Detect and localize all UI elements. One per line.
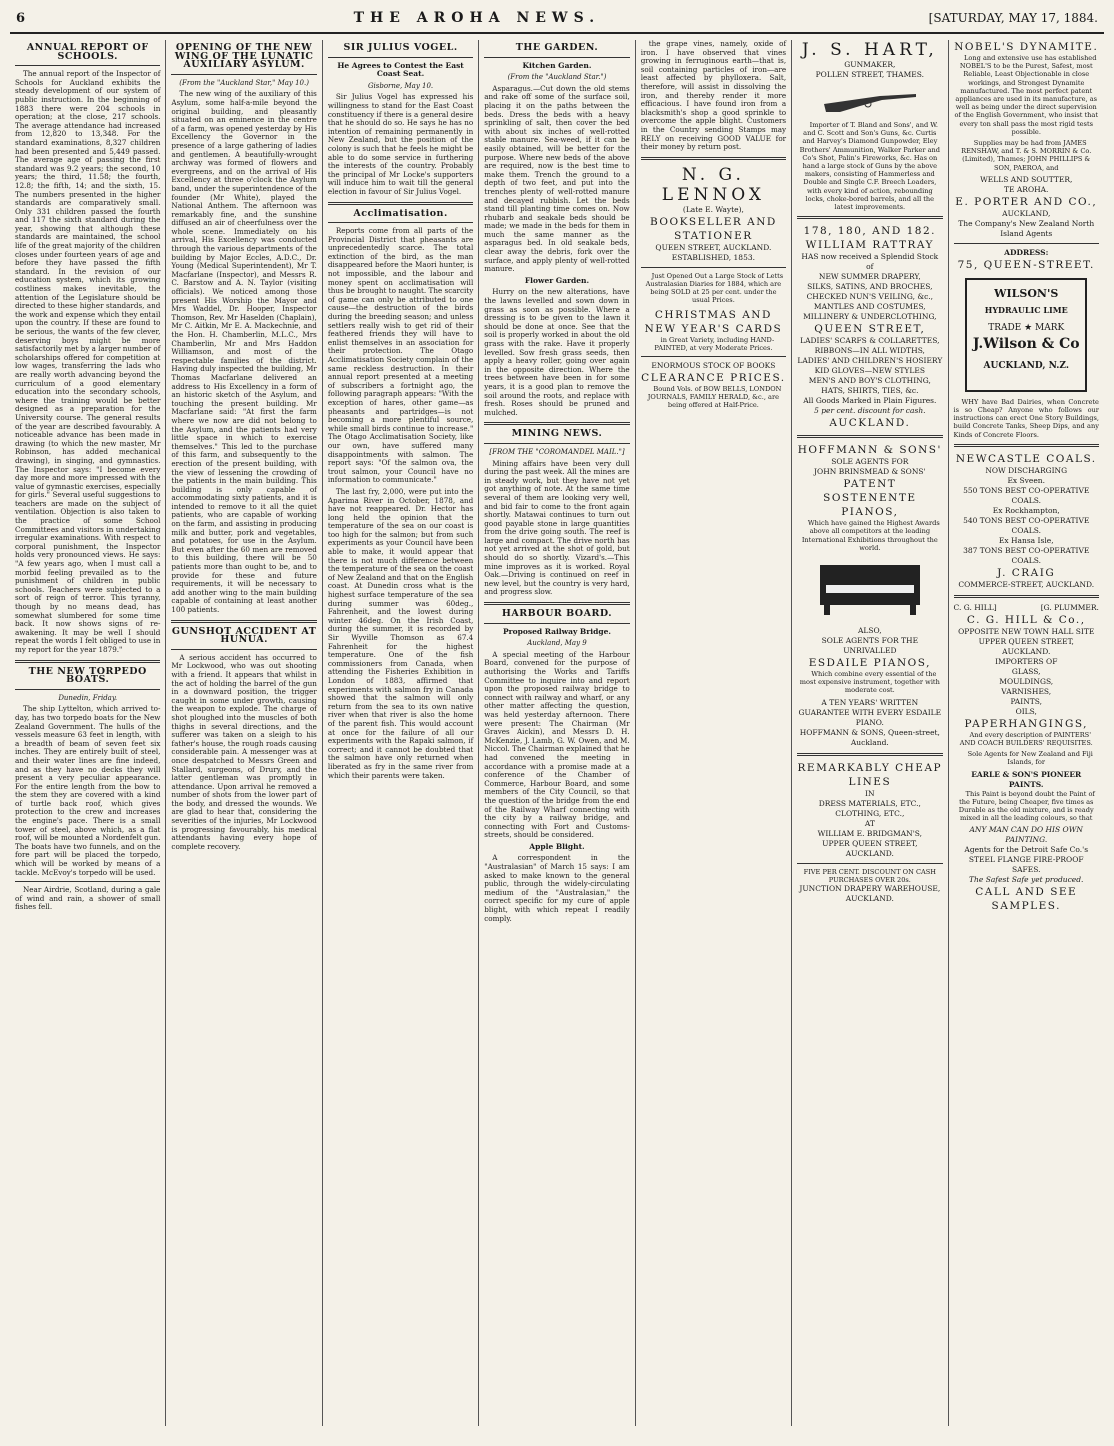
gun-illustration [820,82,920,116]
harbour-body: A special meeting of the Harbour Board, convened for the purpose of authorising the Works and Tariffs Committee to inquire into and report upon the proposed railway bridge to connect with railway and wharf, or any other matter affecting the question, was held yesterday afternoon. There were present: The Chairman (Mr Graves Aickin), and Messrs D. H. McKenzie, J. Lamb, G. W. Owen, and M. Niccol. The Chairman explained that he had convened the meeting in accordance with a promise made at a conference of the Chamber of Commerce, Harbour Board, and some members of the City Council, so that the question of the bridge from the end of the Railway Wharf connecting with the city by a railway bridge, and connecting with Fort and Customs-streets, should be considered. [484,649,630,840]
hill-partners [954,603,1099,613]
rattray-item: HATS, SHIRTS, TIES, &c. [821,386,919,396]
hoffmann-ad [797,443,942,747]
blight-title: Apple Blight. [529,841,585,851]
lennox-established: ESTABLISHED, 1853. [671,252,755,262]
flower-subtitle: Flower Garden. [524,275,590,285]
call: CALL AND SEE SAMPLES. [975,886,1078,913]
address: 75, QUEEN-STREET. [957,258,1095,271]
newcastle-title: NEWCASTLE COALS. [955,452,1097,465]
hart-trade: GUNMAKER, [844,60,896,69]
nobel-te-aroha: TE AROHA. [1004,184,1049,194]
hoffmann-agents: SOLE AGENTS FOR [831,457,909,467]
address-label: ADDRESS: [1004,247,1049,257]
divider [484,602,629,605]
hill-importers: IMPORTERS OF [995,656,1058,666]
lennox-late: (Late E. Wayte), [682,204,744,214]
mining-body: Mining affairs have been very dull during the past week. All the mines are in steady work, but they have not yet got anything of note. At the same time several of them are looking very well, and bid fair to come to the front again shortly. Matawai continues to turn out good payable stone in large quantities from the drive going south. The reef is large and compact. The drive north has not yet arrived at the shot of gold, but should do so shortly. Vizard's.—This mine improves as it is worked. Royal Oak.—Driving is continued on reef in new level, but the country is very hard, and progress slow. [484,458,630,597]
craig: J. CRAIG [997,566,1056,579]
wilson-trademark-logo [965,278,1087,392]
flower-body: Hurry on the new alterations, have the lawns levelled and sown down in grass as soon as possible. Where a dressing is to be given to the lawn it should be done at once. See that the soil is properly worked in about the old grass with the rake. Have it properly levelled. Sow fresh grass seeds, then apply a heavy roller, going over again in the opposite direction. Where the trees between have been in for some years, it is a good plan to remove the soil around the roots, and replace with fresh. Roses should be pruned and mulched. [484,287,630,417]
hill-agents: Sole Agents for New Zealand and Fiji Islands, for [967,750,1093,767]
schools-body: The annual report of the Inspector of Schools for Auckland exhibits the steady development of our system of public instruction. In the beginning of 1883 there were 204 schools in operation; at the close, 217 schools. The average attendance had increased from 12,820 to 13,348. For the standard examinations, 8,327 children had been presented and 5,449 passed. The average age of passing the first standard was 9.2 years; the second, 10 years; the third, 11.58; the fourth, 12.8; the fifth, 14; and the sixth, 15. The numbers presented in the higher standards are comparatively small. Only 331 children passed the fourth and 117 the sixth standard during the year, showing that although these standards are maintained, the school life of the great majority of the children closes under fourteen years of age and before they have passed the fifth standard. In the revision of our education system, which its growing costliness makes inevitable, the attention of the Legislature should be directed to these higher standards, and the work and expense which they entail upon the country. If these are found to be serious, the wants of the few clever, deserving boys might be more satisfactorily met by a larger number of scholarships offered for competition at low wages, transferring the lads who are really worth advancing beyond the curriculum of a good elementary education into the secondary schools, where the training would be better designed as a preparation for the University course. The general results of the year are described favourably. A noticeable advance has been made in drawing (to which the new master, Mr Robinson, has added mechanical drawing), in singing, and gymnastics. The Inspector says: "I become every day more and more impressed with the value of gymnastic exercises, especially for girls." Several useful suggestions to teachers are made on the subject of ventilation. Objection is also taken to the practice of some School Committees and visitors in undertaking irregular examinations. With respect to corporal punishment, the Inspector holds very pronounced views. He says: "A few years ago, when I must call a morbid feeling prevailed as to the punishment of children in public schools. Teachers were subjected to a sort of reign of terror. This tyranny, though by no means dead, has somewhat slumbered for some time back. It now shows signs of re-awakening. It may be well I should repeat the words I felt obliged to use in my report for the year 1879." [15,69,161,654]
divider [171,649,316,650]
divider [328,57,473,58]
logo-line-1: WILSON'S [994,286,1059,300]
columns [10,40,1104,1426]
rattray-item: MEN'S AND BOY'S CLOTHING, [808,376,931,386]
logo-line-4: J.Wilson & Co [972,335,1080,352]
issue-date: [SATURDAY, MAY 17, 1884. [928,11,1098,25]
lennox-xmas: CHRISTMAS AND NEW YEAR'S CARDS [644,308,783,335]
lennox-enormous: ENORMOUS STOCK OF BOOKS [651,360,776,370]
rattray-marked: All Goods Marked in Plain Figures. [803,396,937,406]
porter-agents: The Company's New Zealand North Island Agents [958,218,1095,238]
nobel-wells: WELLS AND SOUTTER, [980,174,1073,184]
hill-right: [G. PLUMMER. [1040,602,1099,612]
divider [15,689,160,690]
newcastle-ex3: Ex Hansa Isle, [998,535,1054,545]
divider [641,157,786,160]
torpedo-tail: Near Airdrie, Scotland, during a gale of wind and rain, a shower of small fishes fell. [15,885,161,912]
hart-title: J. S. HART, [801,40,938,60]
vogel-dateline: Gisborne, May 10. [367,81,434,90]
rattray-item: LADIES' AND CHILDREN'S HOSIERY [797,356,943,366]
rattray-ad [797,224,942,430]
divider [641,267,786,268]
column-1 [10,40,166,1426]
asylum-source: (From the "Auckland Star," May 10.) [179,78,309,87]
logo-line-2: HYDRAULIC LIME [984,304,1068,315]
safes-agents: Agents for the Detroit Safe Co.'s [964,845,1089,855]
rattray-item: CHECKED NUN'S VEILING, &c., [806,292,934,302]
torpedo-body: The ship Lyttelton, which arrived to-day, has two torpedo boats for the New Zealand Government. The hulls of the vessels measure 63 feet in length, with a breadth of beam of seven feet six inches. They are entirely built of steel, and their water lines are fine indeed, and as they have no decks they will present a very peculiar appearance. For the entire length from the bow to the stem they are covered with a kind of turtle back roof, which gives protection to the crew and increases the engine's pace. There is a small tower of steel, above which, as a flat roof, will be mounted a Nordenfelt gun. The boats have two funnels, and on the fore part will be placed the torpedo, which will be worked by means of a tackle. McEvoy's torpedo will be used. [15,704,161,877]
lennox-bound: Bound Vols. of BOW BELLS, LONDON JOURNALS, FAMILY HERALD, &c., are being offered at Half-Price. [647,384,782,410]
page-header [10,8,1104,34]
divider [15,65,160,66]
gunshot-title: GUNSHOT ACCIDENT AT HUNUA. [171,625,317,646]
rattray-item: LADIES' SCARFS & COLLARETTES, [800,336,940,346]
remarkably-at: AT [864,818,875,828]
divider [797,863,942,864]
hoffmann-brinsmead: JOHN BRINSMEAD & SONS' [814,467,926,477]
column-2 [166,40,322,1426]
divider [641,356,786,357]
divider [484,422,629,425]
vogel-body: Sir Julius Vogel has expressed his willingness to stand for the East Coast constituency if there is a general desire that he should do so. He says he has no intention of remaining permanently in New Zealand, but the position of the colony is such that he feels he might be able to do some service in furthering the interests of the country. Probably the principal of Mr Locke's supporters will induce him to wait till the general election in favour of Sir Julius Vogel. [327,92,474,196]
nobel-trade: Supplies may be had from JAMES RENSHAW, and T. & S. MORRIN & Co. (Limited), Thames; JOHN PHILLIPS & SON, PAEROA, and [961,139,1092,172]
rattray-item: SILKS, SATINS, AND BROCHES, [807,282,933,292]
torpedo-dateline: Dunedin, Friday. [58,693,118,702]
hill-item: GLASS, [1011,666,1041,676]
lennox-clearance: CLEARANCE PRICES. [641,371,786,384]
divider [328,222,473,223]
hill-item: MOULDINGS, [999,676,1054,686]
hoffmann-footer: HOFFMANN & SONS, Queen-street, Auckland. [799,727,940,747]
guarantee: A TEN YEARS' WRITTEN GUARANTEE WITH EVERY ESDAILE PIANO. [798,697,942,727]
divider [484,443,629,444]
hill-desc: And every description of PAINTERS' AND COACH BUILDERS' REQUISITES. [959,730,1093,748]
hoffmann-also: ALSO, [858,626,882,636]
divider [484,623,629,624]
hart-ad [797,40,942,211]
garden-source: (From the "Auckland Star.") [507,73,607,82]
newcastle-ex2: Ex Rockhampton, [992,505,1060,515]
hoffmann-patent: PATENT SOSTENENTE PIANOS, [823,478,917,519]
newcastle-ex1: Ex Sveen. [1007,475,1046,485]
divider [797,753,942,756]
harbour-subtitle: Proposed Railway Bridge. [503,626,611,636]
nobel-ad [954,40,1099,272]
craig-address: COMMERCE-STREET, AUCKLAND. [958,579,1095,589]
hill-ad [954,603,1099,914]
porter: E. PORTER AND CO., [955,195,1098,208]
hart-address: POLLEN STREET, THAMES. [815,70,924,79]
remarkably-in: IN [865,788,875,798]
lennox-xmas-text: in Great Variety, including HAND-PAINTED, at very Moderate Prices. [654,335,775,352]
acclim-body-2: The last fry, 2,000, were put into the Aparima River in October, 1878, and have not reappeared. Dr. Hector has long held the opinion that the temperature of the sea on our coast is too high for the salmon; but from such experiments as your Council have been able to make, it would appear that there is not much difference between the temperature of the sea on the coast of New Zealand and that on the English coast. At Dunedin cross what is the highest surface temperature of the sea during summer was 60deg., Fahrenheit, and the lowest during winter 46deg. On the Irish Coast, during the summer, it is recorded by Sir Wyville Thomson as 67.4 Fahrenheit for the highest temperature. One of the fish commissioners from Canada, when attending the Fisheries Exhibition in London of 1883, affirmed that experiments with salmon fry in Canada showed that the salmon will only return from the sea to its own native river when that river is also the home of the parent fish. This would account at once for the failure of all our experiments with the Rapaki salmon, if correct; and it cannot be doubted that the salmon have only returned when liberated as fry in the same river from which their parents were taken. [327,486,474,780]
divider [954,243,1099,244]
lennox-title: N. G. LENNOX [661,164,765,205]
nobel-body: Long and extensive use has established NOBEL'S to be the Purest, Safest, most Reliable, Least Objectionable in close workings, and Strongest Dynamite manufactured. The most perfect patent appliances are used in its manufacture, as well as being under the direct supervision of the English Government, who insist that every ton shall pass the most rigid tests possible. [954,54,1099,136]
harbour-dateline: Auckland, May 9 [527,639,587,648]
hill-address: OPPOSITE NEW TOWN HALL SITE [958,626,1095,636]
vogel-subtitle: He Agrees to Contest the East Coast Seat. [337,60,464,79]
lennox-ad [641,165,786,410]
divider [797,216,942,219]
rattray-discount: 5 per cent. discount for cash. [814,406,926,416]
garden-subtitle: Kitchen Garden. [522,60,592,70]
earle: EARLE & SON'S PIONEER PAINTS. [971,769,1082,789]
rattray-city: AUCKLAND. [829,417,911,430]
safes-note: The Safest Safe yet produced. [969,875,1084,885]
newcastle-tons-1: 550 TONS BEST CO-OPERATIVE COALS. [963,485,1090,505]
remarkably-title: REMARKABLY CHEAP LINES [797,761,943,788]
divider [484,57,629,58]
vogel-title: SIR JULIUS VOGEL. [343,42,458,53]
hoffmann-title: HOFFMANN & SONS' [797,444,942,457]
bridgman-address: UPPER QUEEN STREET, AUCKLAND. [822,838,918,858]
divider [328,202,473,205]
column-3 [323,40,479,1426]
remarkably-items: DRESS MATERIALS, ETC., CLOTHING, ETC., [818,798,921,818]
schools-title: ANNUAL REPORT OF SCHOOLS. [26,42,149,62]
harbour-title: HARBOUR BOARD. [501,608,613,620]
lennox-address: QUEEN STREET, AUCKLAND. [655,242,772,252]
newcastle-tons-3: 387 TONS BEST CO-OPERATIVE COALS. [963,545,1090,565]
wilson-body: WHY have Bad Dairies, when Concrete is so Cheap? Anyone who follows our instructions can erect One Story Buildings, build Concrete Tanks, Sheep Dips, and any Kinds of Concrete Floors. [953,397,1099,439]
junction-city: AUCKLAND. [845,894,894,904]
lennox-trade: BOOKSELLER AND STATIONER [649,215,777,242]
newcastle-tons-2: 540 TONS BEST CO-OPERATIVE COALS. [963,515,1090,535]
divider [171,74,316,75]
column-5 [636,40,792,1426]
masthead: THE AROHA NEWS. [353,10,601,26]
five-per-cent: FIVE PER CENT. DISCOUNT ON CASH PURCHASES OVER 20s. [803,867,937,884]
hill-title: C. G. HILL & Co., [966,613,1086,626]
hill-street: UPPER QUEEN STREET, AUCKLAND. [978,636,1074,656]
garden-title: THE GARDEN. [515,42,599,53]
potato-body: the grape vines, namely, oxide of iron. I have observed that vines growing in ferruginous earth—that is, soil containing particles of iron—are least affected by phylloxera. Salt, therefore, will assist in dissolving the iron, and thereby render it more efficacious. I have found iron from a blacksmith's shop a good sprinkle to overcome the apple blight. Customers in the Country sending Stamps may RELY on receiving GOOD VALUE for their money by return post. [640,40,787,152]
nobel-title: NOBEL'S DYNAMITE. [954,41,1099,53]
rattray-item: NEW SUMMER DRAPERY, [818,272,921,282]
divider [15,881,160,882]
lennox-text: Just Opened Out a Large Stock of Letts Australasian Diaries for 1884, which are being SOLD at 25 per cent. under the usual Prices. [645,271,784,305]
hill-left: C. G. HILL] [953,602,997,612]
rattray-body: HAS now received a Splendid Stock of [801,252,939,272]
mining-source: [FROM THE "COROMANDEL MAIL."] [489,447,625,456]
rattray-item: KID GLOVES—NEW STYLES [814,366,925,376]
acclim-title: Acclimatisation. [353,207,448,219]
divider [954,444,1099,447]
garden-body: Asparagus.—Cut down the old stems and rake off some of the surface soil, placing it on the paths between the beds. Dress the beds with a heavy sprinkling of salt, then cover the bed with about six inches of well-rotted stable manure. Sea-weed, if it can be easily obtained, will be better for the purpose. Where new beds of the above are required, now is the best time to make them. Trench the ground to a depth of two feet, and put into the trenches plenty of well-rotted manure and decayed rubbish. Let the beds stand till planting time comes on. Now rhubarb and seakale beds should be made; we made in the beds for them in much the same manner as the asparagus bed. In old seakale beds, clear away the debris, fork over the surface, and apply plenty of well-rotted manure. [484,83,630,274]
divider [797,435,942,438]
column-6 [792,40,948,1426]
newcastle-now: NOW DISCHARGING [985,465,1068,475]
torpedo-title: THE NEW TORPEDO BOATS. [28,665,147,686]
years: 178, 180, AND 182. [803,225,936,238]
rattray-item: MANTLES AND COSTUMES, [813,302,926,312]
logo-line-5: AUCKLAND, N.Z. [983,360,1069,371]
asylum-body: The new wing of the auxiliary of this Asylum, some half-a-mile beyond the original building, and pleasantly situated on an eminence in the centre of a farm, was opened yesterday by His Excellency the Governor in the presence of a large gathering of ladies and gentlemen. A beautifully-wrought archway was formed of flowers and evergreens, and on the arrival of His Excellency at three o'clock the Asylum band, under the superintendence of the founder (Mr White), played the National Anthem. The afternoon was remarkably fine, and the sunshine diffused an air of cheerfulness over the whole scene. Immediately on his arrival, His Excellency was conducted through the various departments of the building by Major Eccles, A.D.C., Dr. Young (Medical Superintendent), Mr T. Macfarlane (Inspector), and Messrs R. C. Barstow and A. N. Taylor (visiting officials). We noticed among those present His Worship the Mayor and Mrs Waddel, Dr. Hooper, Inspector Thomson, Rev. Mr Haselden (Chaplain), Mr C. Aitkin, Mr E. A. Mackechnie, and the Hon. H. Chamberlin, M.L.C., Mrs Chamberlin, Mr and Mrs Haddon Williamson, and most of the respectable families of the district. Having duly inspected the building, Mr Thomas Macfarlane delivered an address to His Excellency in a form of an historic sketch of the Asylum, and touching the present building. Mr Macfarlane said: "At first the farm where we now are did not belong to the Asylum, and the patients had very little space in which to exercise themselves." This led to the purchase of this farm, and subsequently to the erection of the present building, with the view of lessening the crowding of the patients in the main building. This building is only capable of accommodating sixty patients, and it is intended to remove to it all the quiet patients, who are capable of working on the farm, and assisting in producing milk and butter, pork and vegetables, and potatoes, for use in the Asylum. But even after the 60 men are removed to this building, there will be 50 patients more than ought to be, and to provide for these and future requirements, it will be necessary to add another wing to the main building capable of containing at least another 100 patients. [171,89,317,614]
divider [15,660,160,663]
hill-item: PAINTS, [1010,696,1043,706]
page-number: 6 [16,11,26,26]
gunshot-body: A serious accident has occurred to Mr Lockwood, who was out shooting with a friend. It appears that whilst in the act of holding the barrel of the gun in a downward position, the trigger caught in some under growth, causing the weapon to explode. The charge of shot ploughed into the muscles of both thighs in several directions, and the sufferer was taken on a sleigh to his father's house, the rough roads causing considerable pain. A messenger was at once despatched to Messrs Green and Stallard, surgeons, of Drury, and the latter gentleman was promptly in attendance. Upon arrival he removed a number of shots from the lower part of the body, and dressed the wounds. We are glad to hear that, considering the severities of the injuries, Mr Lockwood is progressing favourably, his medical attendants having every hope of complete recovery. [171,652,317,851]
bridgman: WILLIAM E. BRIDGMAN'S, [817,828,923,838]
rattray-item: MILLINERY & UNDERCLOTHING, [803,312,937,322]
hill-note: This Paint is beyond doubt the Paint of the Future, being Cheaper, five times as Durable as the old mixture, and is ready mixed in all the leading colours, so that [958,789,1095,823]
hart-body: Importer of T. Bland and Sons', and W. and C. Scott and Son's Guns, &c. Curtis and Harvey's Diamond Gunpowder, Eley Brothers' Ammunition, Walker Parker and Co's Shot, Palin's Fireworks, &c. Has on hand a large stock of Guns by the above makers, consisting of Hammerless and Double and Single C.F. Breech Loaders, with every kind of action, rebounding locks, choke-bored barrels, and all the latest improvements. [799,121,941,212]
acclim-body: Reports come from all parts of the Provincial District that pheasants are unprecedentedly scarce. The total extinction of the bird, as the man disappeared before the Maori hunter, is not impossible, and the labour and money spent on acclimatisation will thus be brought to naught. The scarcity of game can only be attributed to one cause—the destruction of the birds during the breeding season; and unless settlers really wish to get rid of their feathered friends they will have to enlist themselves in an association for their protection. The Otago Acclimatisation Society complain of the same reckless destruction. In their annual report presented at a meeting of subscribers a fortnight ago, the following paragraph appears: "With the exception of hares, other game—as pheasants and partridges—is not becoming a more plentiful source, while small birds continue to increase." The Otago Acclimatisation Society, like our own, have suffered many disappointments with salmon. The report says: "Of the salmon ova, the trout salmon, your Council have no information to communicate." [327,226,474,485]
blight-body: A correspondent in the "Australasian" of March 15 says: I am asked to make known to the general public, through the widely-circulating medium of the "Australasian," the correct specific for my cure of apple blight, with which repeat I readily comply. [484,853,630,923]
junction: JUNCTION DRAPERY WAREHOUSE, [799,884,941,894]
newcastle-ad [954,452,1099,590]
mining-title: MINING NEWS. [511,428,603,440]
rattray-street: QUEEN STREET, [814,323,926,336]
hill-item: OILS, [1015,706,1037,716]
logo-line-3: TRADE ★ MARK [988,322,1065,333]
divider [954,595,1099,598]
divider [171,620,316,623]
column-4 [479,40,635,1426]
rattray-title: WILLIAM RATTRAY [805,239,934,252]
remarkably-ad [797,761,942,904]
rattray-item: RIBBONS—IN ALL WIDTHS, [814,346,925,356]
porter-city: AUCKLAND, [1002,208,1051,218]
safes: STEEL FLANGE FIRE-PROOF SAFES. [968,855,1084,875]
hoffmann-text: Which have gained the Highest Awards above all competitors at the leading International Exhibitions throughout the world. [801,519,940,552]
column-7 [949,40,1104,1426]
hill-item: VARNISHES, [1001,686,1052,696]
newspaper-page [10,8,1104,1428]
esdaile: ESDAILE PIANOS, [808,657,931,670]
hill-item: PAPERHANGINGS, [964,717,1088,730]
asylum-title: OPENING OF THE NEW WING OF THE LUNATIC AUXILIARY ASYLUM. [174,42,314,71]
any-man: ANY MAN CAN DO HIS OWN PAINTING. [969,825,1083,845]
esdaile-text: Which combine every essential of the most expensive instrument, together with moderate cost. [799,670,940,695]
piano-illustration [810,561,930,617]
hoffmann-sole: SOLE AGENTS FOR THE UNRIVALLED [821,636,919,656]
